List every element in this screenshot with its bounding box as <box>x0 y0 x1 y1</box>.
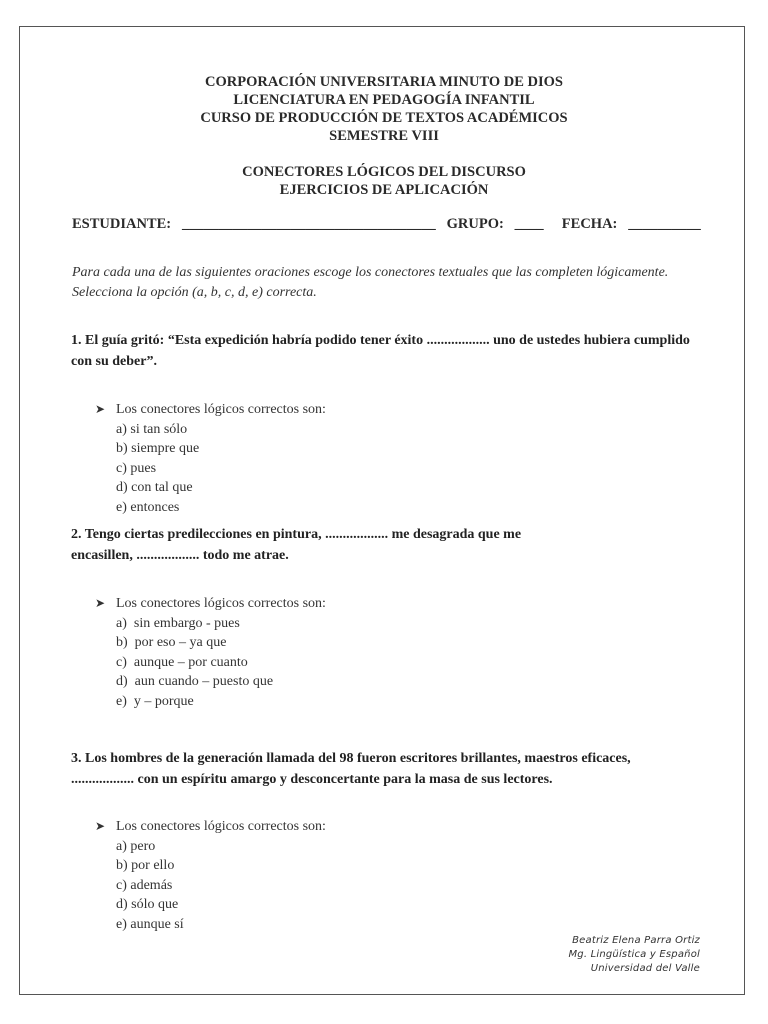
option-e[interactable]: e) y – porque <box>116 693 194 709</box>
option-c[interactable]: c) pues <box>116 460 157 476</box>
header-line: LICENCIATURA EN PEDAGOGÍA INFANTIL <box>233 92 535 108</box>
options-lead: Los conectores lógicos correctos son: <box>116 819 326 834</box>
header-line: CORPORACIÓN UNIVERSITARIA MINUTO DE DIOS <box>205 74 563 90</box>
question-2-line: 2. Tengo ciertas predilecciones en pintura, .................. me desagrada que me <box>71 527 522 542</box>
option-e[interactable]: e) entonces <box>116 499 180 515</box>
option-b[interactable]: b) por ello <box>116 858 175 873</box>
date-label: FECHA: <box>561 216 618 232</box>
arrowhead-bullet-icon: ➤ <box>95 402 106 416</box>
question-1-options <box>95 400 326 517</box>
signature-line: Beatriz Elena Parra Ortiz <box>572 935 700 946</box>
group-field[interactable]: ____ <box>514 216 544 232</box>
question-2-line: encasillen, .................. todo me atrae. <box>71 548 289 563</box>
option-a[interactable]: a) pero <box>116 838 156 854</box>
date-field[interactable]: __________ <box>628 216 701 232</box>
arrowhead-bullet-icon: ➤ <box>95 819 106 833</box>
student-label: ESTUDIANTE: <box>72 216 172 232</box>
institution-header <box>0 73 768 145</box>
option-b[interactable]: b) siempre que <box>116 441 200 456</box>
student-name-field[interactable]: ___________________________________ <box>181 216 436 232</box>
option-e[interactable]: e) aunque sí <box>116 916 184 932</box>
option-a[interactable]: a) sin embargo - pues <box>116 615 240 631</box>
option-a[interactable]: a) si tan sólo <box>116 421 188 437</box>
question-3-text: 3. Los hombres de la generación llamada del 98 fueron escritores brillantes, maestros eficaces, .................. con un espíritu amargo y desconcertante para la masa de sus lectores. <box>71 751 631 787</box>
question-2-text <box>71 524 691 566</box>
document-subtitle <box>0 163 768 199</box>
instructions-text: Para cada una de las siguientes oraciones escoge los conectores textuales que las completen lógicamente. Selecciona la opción (a, b, c, d, e) correcta. <box>72 265 669 300</box>
option-d[interactable]: d) aun cuando – puesto que <box>116 674 274 689</box>
option-c[interactable]: c) además <box>116 877 173 893</box>
subtitle-line: EJERCICIOS DE APLICACIÓN <box>279 182 489 198</box>
author-signature <box>568 934 700 976</box>
header-line: CURSO DE PRODUCCIÓN DE TEXTOS ACADÉMICOS <box>200 110 568 126</box>
question-3-options <box>95 817 326 934</box>
option-c[interactable]: c) aunque – por cuanto <box>116 654 248 670</box>
header-line: SEMESTRE VIII <box>329 128 439 144</box>
subtitle-line: CONECTORES LÓGICOS DEL DISCURSO <box>242 164 526 180</box>
question-2-options <box>95 594 326 711</box>
arrowhead-bullet-icon: ➤ <box>95 596 106 610</box>
signature-line: Universidad del Valle <box>590 963 700 974</box>
option-d[interactable]: d) con tal que <box>116 480 193 495</box>
student-info-line <box>72 216 701 233</box>
options-lead: Los conectores lógicos correctos son: <box>116 402 326 417</box>
group-label: GRUPO: <box>446 216 504 232</box>
options-lead: Los conectores lógicos correctos son: <box>116 596 326 611</box>
question-1-text: 1. El guía gritó: “Esta expedición habría podido tener éxito .................. uno de ustedes hubiera cumplido con su deber”. <box>71 333 690 369</box>
option-d[interactable]: d) sólo que <box>116 897 179 912</box>
option-b[interactable]: b) por eso – ya que <box>116 635 227 650</box>
signature-line: Mg. Lingüística y Español <box>568 949 700 960</box>
